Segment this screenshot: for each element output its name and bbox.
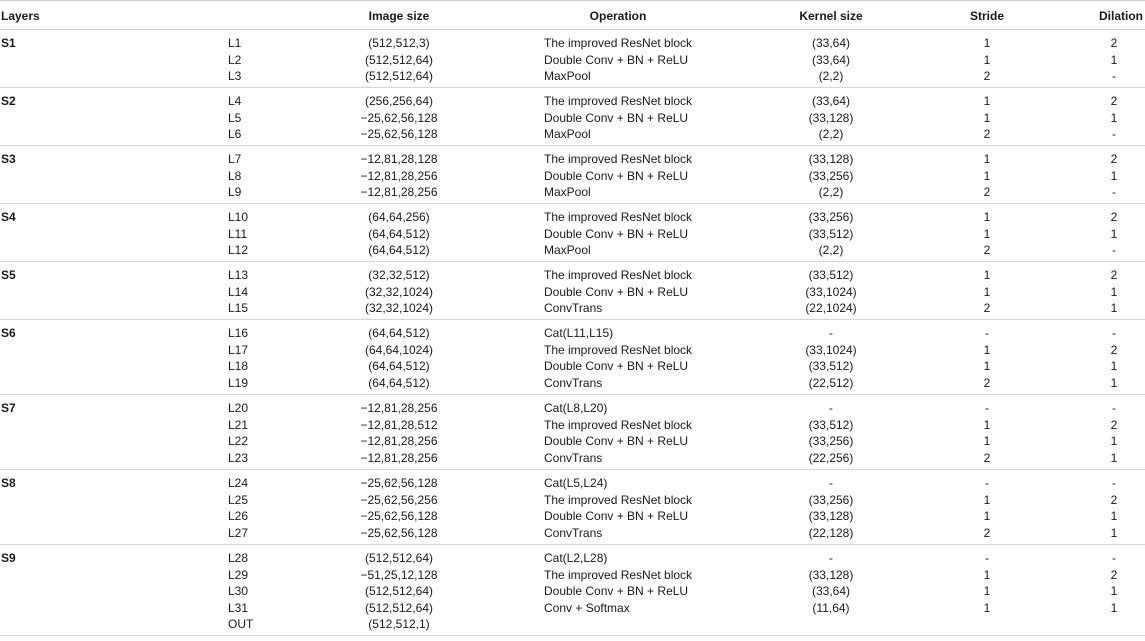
kernel-size-cell: (33,64) [811, 584, 851, 599]
operation-cell: Double Conv + BN + ReLU [544, 284, 689, 299]
kernel-size-cell: (33,128) [808, 509, 854, 524]
dilation-cell: 2 [1110, 342, 1118, 357]
dilation-cell: - [1112, 243, 1116, 258]
group-label: S2 [1, 94, 16, 108]
kernel-size-cell: (22,1024) [805, 301, 857, 316]
stride-cell: 1 [983, 584, 991, 599]
layer-cell: L30 [228, 584, 249, 599]
group-label: S1 [1, 36, 16, 50]
operation-cell: ConvTrans [544, 525, 603, 540]
kernel-size-cell: (2,2) [818, 185, 844, 200]
image-size-cell: (64,64,1024) [364, 342, 434, 357]
stride-cell: - [985, 476, 989, 490]
dilation-cell: 1 [1110, 301, 1118, 316]
kernel-size-cell: (33,256) [808, 168, 854, 183]
image-size-cell: (64,64,512) [368, 243, 430, 258]
table-body [0, 30, 1145, 636]
image-size-cell: (512,512,64) [364, 584, 434, 599]
group-label: S8 [1, 476, 16, 490]
image-size-cell: (512,512,1) [368, 617, 430, 632]
header-operation: Operation [589, 9, 647, 23]
table-row [0, 616, 1145, 633]
kernel-size-cell: - [829, 551, 833, 565]
operation-cell: Double Conv + BN + ReLU [544, 168, 689, 183]
operation-cell: The improved ResNet block [544, 268, 693, 282]
kernel-size-cell: (33,64) [811, 94, 851, 108]
table-row [0, 168, 1145, 185]
kernel-size-cell: (33,512) [808, 417, 854, 432]
layer-cell: L22 [228, 434, 249, 449]
layer-cell: L27 [228, 525, 249, 540]
operation-cell: Double Conv + BN + ReLU [544, 584, 689, 599]
dilation-cell: 1 [1110, 284, 1118, 299]
layer-cell: L8 [228, 168, 242, 183]
group-label: S9 [1, 551, 16, 565]
layer-group [0, 88, 1145, 146]
stride-cell: 1 [983, 342, 991, 357]
image-size-cell: (32,32,512) [368, 268, 430, 282]
layer-cell: L1 [228, 36, 242, 50]
image-size-cell: (64,64,512) [368, 359, 430, 374]
layer-cell: L29 [228, 567, 249, 582]
image-size-cell: −12,81,28,256 [360, 401, 438, 415]
operation-cell: Cat(L2,L28) [544, 551, 608, 565]
table-row [0, 325, 1145, 342]
image-size-cell: (64,64,512) [368, 375, 430, 390]
dilation-cell: - [1112, 69, 1116, 84]
layer-cell: L12 [228, 243, 249, 258]
stride-cell: - [985, 326, 989, 340]
stride-cell: 2 [983, 69, 991, 84]
layer-cell: L15 [228, 301, 249, 316]
layer-cell: L6 [228, 127, 242, 142]
dilation-cell: 1 [1110, 525, 1118, 540]
layer-cell: L20 [228, 401, 249, 415]
operation-cell: Double Conv + BN + ReLU [544, 52, 689, 67]
table-row [0, 52, 1145, 69]
kernel-size-cell: (2,2) [818, 127, 844, 142]
operation-cell: The improved ResNet block [544, 417, 693, 432]
kernel-size-cell: (22,256) [808, 450, 854, 465]
layer-cell: L2 [228, 52, 242, 67]
header-kernel-size: Kernel size [799, 9, 863, 23]
dilation-cell: - [1112, 127, 1116, 142]
table-row [0, 400, 1145, 417]
dilation-cell: 2 [1110, 152, 1118, 166]
stride-cell: 1 [983, 226, 991, 241]
kernel-size-cell: - [829, 476, 833, 490]
stride-cell: 1 [983, 434, 991, 449]
operation-cell: MaxPool [544, 127, 591, 142]
layer-group [0, 395, 1145, 470]
header-layers: Layers [1, 9, 40, 23]
image-size-cell: (512,512,64) [364, 52, 434, 67]
image-size-cell: −12,81,28,256 [360, 450, 438, 465]
stride-cell: - [985, 551, 989, 565]
dilation-cell: 2 [1110, 210, 1118, 224]
image-size-cell: (256,256,64) [364, 94, 434, 108]
table-row [0, 475, 1145, 492]
layer-group [0, 204, 1145, 262]
group-label: S3 [1, 152, 16, 166]
kernel-size-cell: (2,2) [818, 69, 844, 84]
operation-cell: The improved ResNet block [544, 492, 693, 507]
kernel-size-cell: (33,64) [811, 52, 851, 67]
image-size-cell: −25,62,56,128 [360, 110, 438, 125]
image-size-cell: (64,64,512) [368, 326, 430, 340]
kernel-size-cell: (33,256) [808, 492, 854, 507]
dilation-cell: 2 [1110, 268, 1118, 282]
dilation-cell: - [1112, 185, 1116, 200]
image-size-cell: (512,512,64) [364, 69, 434, 84]
table-row [0, 342, 1145, 359]
table-row [0, 375, 1145, 392]
operation-cell: The improved ResNet block [544, 342, 693, 357]
stride-cell: 2 [983, 450, 991, 465]
table-row [0, 525, 1145, 542]
kernel-size-cell: (33,512) [808, 359, 854, 374]
operation-cell: The improved ResNet block [544, 210, 693, 224]
stride-cell: 1 [983, 168, 991, 183]
layer-group [0, 30, 1145, 88]
layer-cell: L4 [228, 94, 242, 108]
header-stride: Stride [969, 9, 1004, 23]
kernel-size-cell: (22,128) [808, 525, 854, 540]
table-row [0, 126, 1145, 143]
kernel-size-cell: (22,512) [808, 375, 854, 390]
operation-cell: Double Conv + BN + ReLU [544, 434, 689, 449]
table-row [0, 35, 1145, 52]
image-size-cell: (512,512,64) [364, 600, 434, 615]
kernel-size-cell: (33,128) [808, 567, 854, 582]
dilation-cell: 1 [1110, 584, 1118, 599]
operation-cell: ConvTrans [544, 450, 603, 465]
operation-cell: Cat(L8,L20) [544, 401, 608, 415]
stride-cell: 1 [983, 210, 991, 224]
image-size-cell: (512,512,64) [364, 551, 434, 565]
image-size-cell: −12,81,28,512 [360, 417, 438, 432]
layer-cell: L24 [228, 476, 249, 490]
image-size-cell: −51,25,12,128 [360, 567, 438, 582]
dilation-cell: 1 [1110, 450, 1118, 465]
dilation-cell: - [1112, 401, 1116, 415]
operation-cell: The improved ResNet block [544, 94, 693, 108]
dilation-cell: 1 [1110, 375, 1118, 390]
table-row [0, 184, 1145, 201]
kernel-size-cell: (11,64) [812, 600, 850, 615]
layer-cell: L18 [228, 359, 249, 374]
table-row [0, 300, 1145, 317]
dilation-cell: 1 [1110, 600, 1118, 615]
kernel-size-cell: (33,64) [811, 36, 851, 50]
table-header [0, 0, 1145, 30]
operation-cell: The improved ResNet block [544, 152, 693, 166]
operation-cell: MaxPool [544, 69, 591, 84]
stride-cell: 2 [983, 243, 991, 258]
kernel-size-cell: (33,512) [808, 268, 854, 282]
group-label: S4 [1, 210, 16, 224]
image-size-cell: (32,32,1024) [364, 301, 434, 316]
table-row [0, 68, 1145, 85]
dilation-cell: 1 [1110, 226, 1118, 241]
layer-cell: L25 [228, 492, 249, 507]
kernel-size-cell: - [829, 326, 833, 340]
layer-cell: L3 [228, 69, 242, 84]
layer-cell: L13 [228, 268, 249, 282]
image-size-cell: −12,81,28,256 [360, 185, 438, 200]
layer-cell: L11 [228, 226, 248, 241]
layer-cell: L28 [228, 551, 249, 565]
stride-cell: 1 [983, 492, 991, 507]
layer-cell: L21 [228, 417, 249, 432]
kernel-size-cell: (33,1024) [805, 284, 857, 299]
image-size-cell: −25,62,56,128 [360, 127, 438, 142]
kernel-size-cell: (33,128) [808, 152, 854, 166]
table-row [0, 492, 1145, 509]
image-size-cell: −12,81,28,128 [360, 152, 438, 166]
stride-cell: 1 [983, 52, 991, 67]
layer-group [0, 545, 1145, 636]
table-row [0, 450, 1145, 467]
table-row [0, 209, 1145, 226]
table-row [0, 600, 1145, 617]
stride-cell: 1 [983, 152, 991, 166]
image-size-cell: −25,62,56,128 [360, 476, 438, 490]
layer-group [0, 146, 1145, 204]
operation-cell: Double Conv + BN + ReLU [544, 359, 689, 374]
dilation-cell: 2 [1110, 567, 1118, 582]
table-row [0, 417, 1145, 434]
operation-cell: Double Conv + BN + ReLU [544, 226, 689, 241]
stride-cell: 1 [983, 600, 991, 615]
layer-cell: L5 [228, 110, 242, 125]
kernel-size-cell: (2,2) [818, 243, 844, 258]
stride-cell: - [985, 401, 989, 415]
table-row [0, 110, 1145, 127]
stride-cell: 2 [983, 525, 991, 540]
operation-cell: ConvTrans [544, 301, 603, 316]
table-row [0, 242, 1145, 259]
stride-cell: 2 [983, 301, 991, 316]
layer-group [0, 320, 1145, 395]
dilation-cell: 1 [1110, 52, 1118, 67]
dilation-cell: 1 [1110, 509, 1118, 524]
image-size-cell: −25,62,56,128 [360, 525, 438, 540]
stride-cell: 1 [983, 567, 991, 582]
stride-cell: 2 [983, 185, 991, 200]
layer-cell: OUT [228, 617, 254, 632]
layer-cell: L10 [228, 210, 249, 224]
layer-group [0, 262, 1145, 320]
layer-cell: L17 [228, 342, 249, 357]
dilation-cell: 2 [1110, 492, 1118, 507]
table-row [0, 284, 1145, 301]
kernel-size-cell: (33,256) [808, 434, 854, 449]
image-size-cell: −25,62,56,256 [360, 492, 438, 507]
table-row [0, 151, 1145, 168]
table-row [0, 433, 1145, 450]
layer-cell: L9 [228, 185, 242, 200]
group-label: S7 [1, 401, 16, 415]
dilation-cell: 1 [1110, 168, 1118, 183]
operation-cell: MaxPool [544, 185, 591, 200]
kernel-size-cell: (33,512) [808, 226, 854, 241]
stride-cell: 2 [983, 127, 991, 142]
operation-cell: Double Conv + BN + ReLU [544, 110, 689, 125]
group-label: S5 [1, 268, 16, 282]
stride-cell: 1 [983, 36, 991, 50]
stride-cell: 1 [983, 509, 991, 524]
image-size-cell: (64,64,512) [368, 226, 430, 241]
stride-cell: 2 [983, 375, 991, 390]
table-row [0, 267, 1145, 284]
layer-cell: L23 [228, 450, 249, 465]
dilation-cell: - [1112, 326, 1116, 340]
layer-cell: L31 [228, 600, 249, 615]
operation-cell: ConvTrans [544, 375, 603, 390]
dilation-cell: 1 [1110, 359, 1118, 374]
stride-cell: 1 [983, 268, 991, 282]
stride-cell: 1 [983, 417, 991, 432]
dilation-cell: 2 [1110, 94, 1118, 108]
table-row [0, 550, 1145, 567]
operation-cell: MaxPool [544, 243, 591, 258]
stride-cell: 1 [983, 284, 991, 299]
operation-cell: Conv + Softmax [544, 600, 630, 615]
operation-cell: The improved ResNet block [544, 567, 693, 582]
layer-cell: L16 [228, 326, 249, 340]
image-size-cell: (32,32,1024) [364, 284, 434, 299]
layer-cell: L19 [228, 375, 249, 390]
dilation-cell: - [1112, 476, 1116, 490]
stride-cell: 1 [983, 110, 991, 125]
image-size-cell: −12,81,28,256 [360, 168, 438, 183]
stride-cell: 1 [983, 94, 991, 108]
kernel-size-cell: (33,256) [808, 210, 854, 224]
image-size-cell: −12,81,28,256 [360, 434, 438, 449]
table-row [0, 508, 1145, 525]
dilation-cell: 2 [1110, 36, 1118, 50]
operation-cell: Cat(L5,L24) [544, 476, 608, 490]
image-size-cell: (512,512,3) [368, 36, 430, 50]
kernel-size-cell: (33,128) [808, 110, 854, 125]
table-row [0, 567, 1145, 584]
table-row [0, 583, 1145, 600]
dilation-cell: 2 [1110, 417, 1118, 432]
table-row [0, 226, 1145, 243]
dilation-cell: - [1112, 551, 1116, 565]
dilation-cell: 1 [1110, 110, 1118, 125]
kernel-size-cell: (33,1024) [805, 342, 857, 357]
header-image-size: Image size [368, 9, 430, 23]
table-row [0, 358, 1145, 375]
image-size-cell: −25,62,56,128 [360, 509, 438, 524]
image-size-cell: (64,64,256) [368, 210, 430, 224]
layer-cell: L14 [228, 284, 249, 299]
layer-cell: L7 [228, 152, 242, 166]
operation-cell: The improved ResNet block [544, 36, 693, 50]
header-dilation: Dilation [1099, 9, 1143, 23]
group-label: S6 [1, 326, 16, 340]
layer-cell: L26 [228, 509, 249, 524]
stride-cell: 1 [983, 359, 991, 374]
table-row [0, 93, 1145, 110]
operation-cell: Cat(L11,L15) [544, 326, 614, 340]
layer-group [0, 470, 1145, 545]
kernel-size-cell: - [829, 401, 833, 415]
dilation-cell: 1 [1110, 434, 1118, 449]
operation-cell: Double Conv + BN + ReLU [544, 509, 689, 524]
